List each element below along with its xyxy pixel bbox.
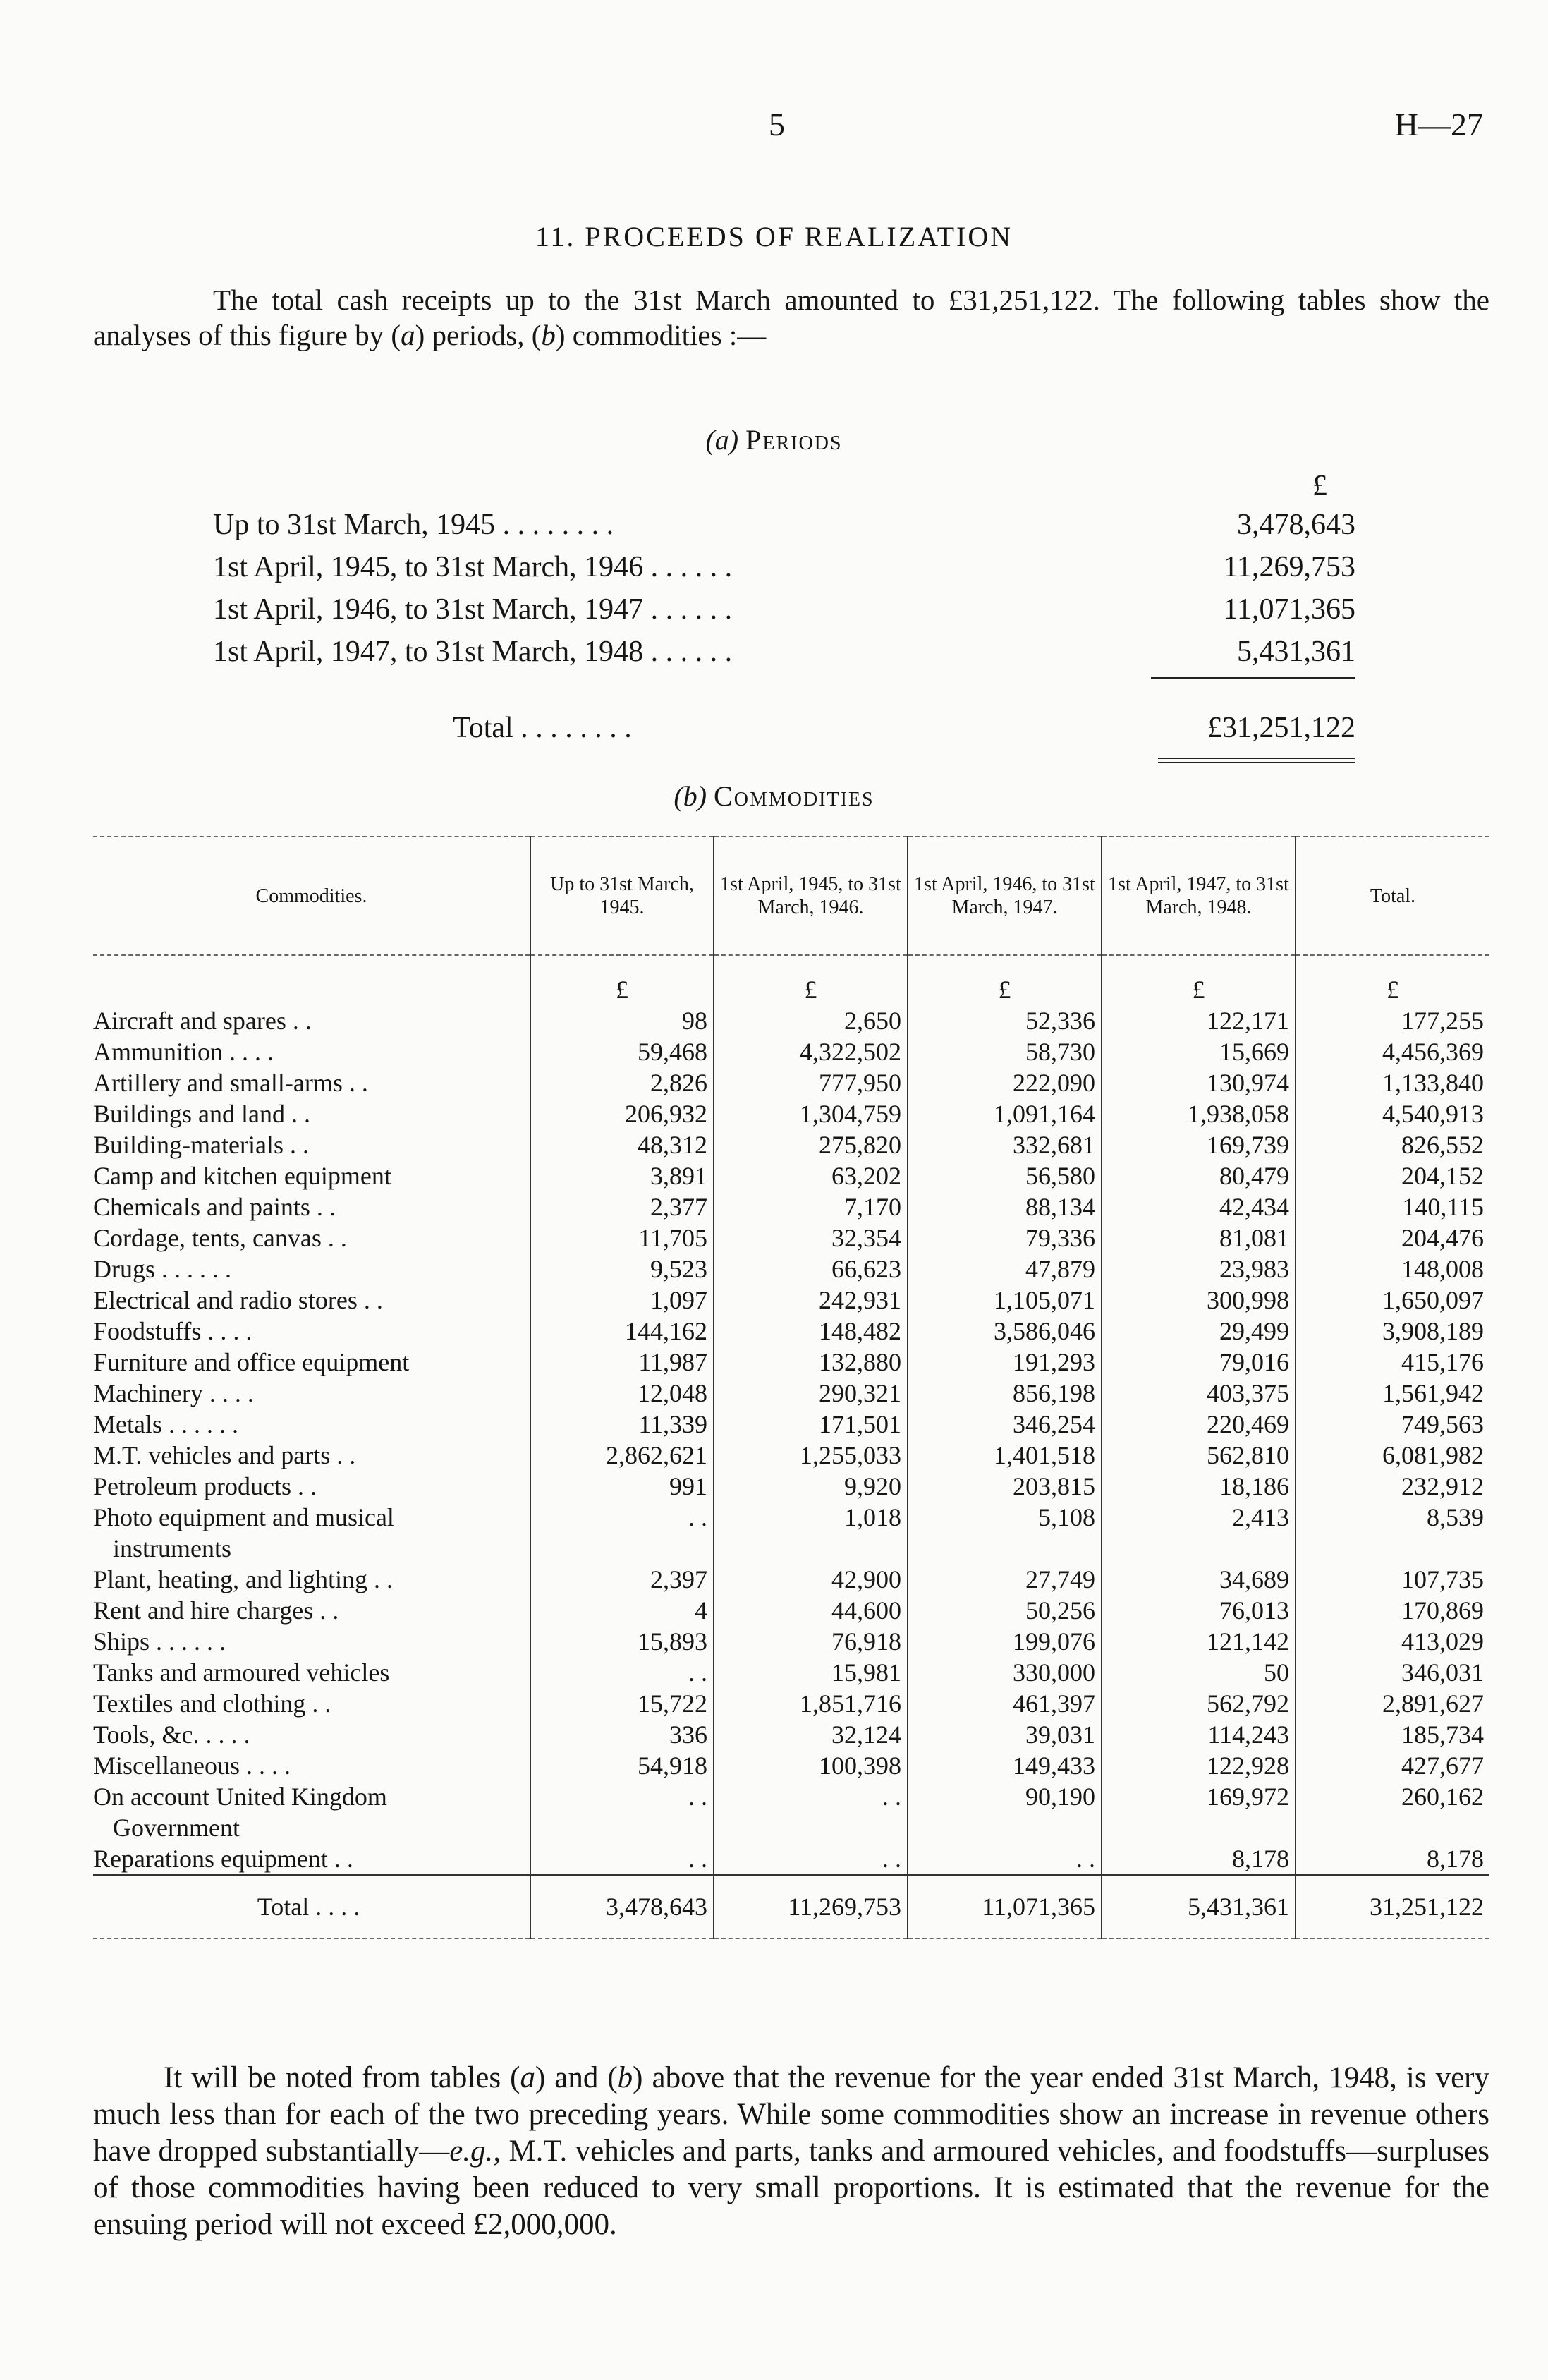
table-row: [93, 1688, 1489, 1719]
page-number: 5: [769, 107, 785, 142]
unit-cell: £: [530, 955, 714, 1005]
unit-cell: £: [908, 955, 1102, 1005]
total-cell: 11,071,365: [908, 1875, 1102, 1938]
value-cell: 2,891,627: [1296, 1688, 1489, 1719]
value-cell: 39,031: [908, 1719, 1102, 1750]
value-cell: 122,928: [1102, 1750, 1296, 1781]
commodity-name: On account United Kingdom: [93, 1783, 387, 1811]
table-row: [93, 1098, 1489, 1129]
value-cell: 461,397: [908, 1688, 1102, 1719]
value-cell: 413,029: [1296, 1626, 1489, 1657]
commodity-name: Photo equipment and musical: [93, 1503, 394, 1531]
commodity-name: Furniture and office equipment: [93, 1348, 410, 1376]
table-row: [93, 1129, 1489, 1160]
total-cell: 3,478,643: [530, 1875, 714, 1938]
periods-heading-text: Periods: [745, 424, 843, 456]
table-row: [93, 1191, 1489, 1222]
value-cell: 204,152: [1296, 1160, 1489, 1191]
section-title: 11. PROCEEDS OF REALIZATION: [535, 221, 1013, 253]
value-cell: 2,377: [530, 1191, 714, 1222]
commodity-name-cell: [93, 1657, 530, 1688]
closing-letter-a: a: [520, 2061, 535, 2094]
commodity-name: Miscellaneous . . . .: [93, 1751, 291, 1780]
commodity-name-continuation: Government: [113, 1814, 240, 1842]
periods-total-rule: [213, 753, 1355, 760]
value-cell: 79,336: [908, 1222, 1102, 1253]
value-cell: 749,563: [1296, 1409, 1489, 1440]
value-cell: 11,339: [530, 1409, 714, 1440]
column-header: 1st April, 1947, to 31st March, 1948.: [1102, 837, 1296, 955]
commodity-name: Plant, heating, and lighting . .: [93, 1565, 393, 1593]
intro-text: ) commodities :—: [555, 319, 767, 351]
value-cell: 48,312: [530, 1129, 714, 1160]
value-cell: 2,826: [530, 1067, 714, 1098]
value-cell: 1,255,033: [714, 1440, 908, 1471]
commodity-name: Cordage, tents, canvas . .: [93, 1224, 347, 1252]
value-cell: 3,586,046: [908, 1316, 1102, 1347]
value-cell: 50,256: [908, 1595, 1102, 1626]
value-cell: 330,000: [908, 1657, 1102, 1688]
value-cell: 76,013: [1102, 1595, 1296, 1626]
unit-cell: £: [714, 955, 908, 1005]
commodity-name-cell: [93, 1409, 530, 1440]
value-cell: 169,972: [1102, 1781, 1296, 1843]
table-row: [93, 1253, 1489, 1285]
intro-text: The total cash receipts up to the 31st March amounted to £31,251,122. The following tables show the analyses of this figure by (: [93, 284, 1489, 351]
table-row: [93, 1564, 1489, 1595]
value-cell: 1,304,759: [714, 1098, 908, 1129]
table-row: [93, 1222, 1489, 1253]
value-cell: 50: [1102, 1657, 1296, 1688]
commodity-name: Reparations equipment . .: [93, 1845, 353, 1873]
total-cell: 5,431,361: [1102, 1875, 1296, 1938]
value-cell: 76,918: [714, 1626, 908, 1657]
table-row: [93, 1378, 1489, 1409]
value-cell: 34,689: [1102, 1564, 1296, 1595]
value-cell: 15,669: [1102, 1036, 1296, 1067]
value-cell: 81,081: [1102, 1222, 1296, 1253]
closing-paragraph: [93, 2060, 1489, 2243]
periods-table: [213, 469, 1355, 760]
value-cell: 148,008: [1296, 1253, 1489, 1285]
value-cell: 140,115: [1296, 1191, 1489, 1222]
value-cell: 122,171: [1102, 1005, 1296, 1036]
closing-letter-b: b: [617, 2061, 633, 2094]
value-cell: 232,912: [1296, 1471, 1489, 1502]
unit-cell: £: [1296, 955, 1489, 1005]
value-cell: 1,018: [714, 1502, 908, 1564]
value-cell: 12,048: [530, 1378, 714, 1409]
value-cell: . .: [530, 1781, 714, 1843]
table-row: [93, 1595, 1489, 1626]
commodity-name-cell: [93, 1129, 530, 1160]
value-cell: 185,734: [1296, 1719, 1489, 1750]
period-value: 11,071,365: [1223, 593, 1355, 626]
commodity-name: Artillery and small-arms . .: [93, 1069, 368, 1097]
value-cell: . .: [530, 1657, 714, 1688]
value-cell: 1,938,058: [1102, 1098, 1296, 1129]
commodity-name-cell: [93, 1160, 530, 1191]
commodity-name-cell: [93, 1471, 530, 1502]
commodity-name-cell: [93, 1688, 530, 1719]
commodity-name: Rent and hire charges . .: [93, 1596, 339, 1625]
periods-row: [213, 593, 1355, 635]
unit-cell: [93, 955, 530, 1005]
closing-text: It will be noted from tables (: [164, 2061, 520, 2094]
commodity-name: Tools, &c. . . . .: [93, 1720, 250, 1749]
value-cell: 47,879: [908, 1253, 1102, 1285]
commodity-name: Metals . . . . . .: [93, 1410, 238, 1438]
value-cell: 4: [530, 1595, 714, 1626]
value-cell: 66,623: [714, 1253, 908, 1285]
period-label: 1st April, 1947, to 31st March, 1948 . . . . . .: [213, 636, 733, 668]
commodity-name-cell: [93, 1191, 530, 1222]
commodity-name: Ships . . . . . .: [93, 1627, 226, 1656]
commodity-name-cell: [93, 1005, 530, 1036]
commodity-name-continuation: instruments: [113, 1534, 231, 1562]
value-cell: 415,176: [1296, 1347, 1489, 1378]
value-cell: 52,336: [908, 1005, 1102, 1036]
commodity-name: Building-materials . .: [93, 1131, 309, 1159]
value-cell: 346,254: [908, 1409, 1102, 1440]
commodity-name: Foodstuffs . . . .: [93, 1317, 252, 1345]
value-cell: 27,749: [908, 1564, 1102, 1595]
total-label: Total . . . .: [93, 1875, 530, 1938]
periods-total-label: Total . . . . . . . .: [453, 712, 632, 744]
value-cell: 826,552: [1296, 1129, 1489, 1160]
column-header: 1st April, 1945, to 31st March, 1946.: [714, 837, 908, 955]
intro-letter-a: a: [401, 319, 415, 351]
value-cell: 203,815: [908, 1471, 1102, 1502]
table-row: [93, 1750, 1489, 1781]
value-cell: . .: [908, 1843, 1102, 1875]
periods-total-row: [213, 711, 1355, 753]
value-cell: 54,918: [530, 1750, 714, 1781]
value-cell: 260,162: [1296, 1781, 1489, 1843]
commodity-name-cell: [93, 1440, 530, 1471]
value-cell: 4,456,369: [1296, 1036, 1489, 1067]
commodities-table: [93, 836, 1489, 1939]
value-cell: 332,681: [908, 1129, 1102, 1160]
periods-heading: [0, 423, 1548, 456]
intro-text: ) periods, (: [415, 319, 542, 351]
value-cell: 346,031: [1296, 1657, 1489, 1688]
commodities-heading: [0, 779, 1548, 813]
value-cell: 2,862,621: [530, 1440, 714, 1471]
commodity-name-cell: [93, 1750, 530, 1781]
commodity-name-cell: [93, 1036, 530, 1067]
value-cell: 177,255: [1296, 1005, 1489, 1036]
commodity-name: Tanks and armoured vehicles: [93, 1658, 390, 1687]
commodity-name: Camp and kitchen equipment: [93, 1162, 391, 1190]
value-cell: 11,705: [530, 1222, 714, 1253]
value-cell: 275,820: [714, 1129, 908, 1160]
commodity-name-cell: [93, 1719, 530, 1750]
table-row: [93, 1409, 1489, 1440]
value-cell: 63,202: [714, 1160, 908, 1191]
value-cell: 58,730: [908, 1036, 1102, 1067]
value-cell: 130,974: [1102, 1067, 1296, 1098]
commodity-name-cell: [93, 1564, 530, 1595]
value-cell: 204,476: [1296, 1222, 1489, 1253]
period-value: 3,478,643: [1237, 509, 1355, 541]
value-cell: 29,499: [1102, 1316, 1296, 1347]
value-cell: 427,677: [1296, 1750, 1489, 1781]
commodities-heading-letter: (b): [674, 780, 707, 812]
value-cell: 222,090: [908, 1067, 1102, 1098]
closing-text: ) above that the revenue for the year ended 31st March, 1948, is very much less than for each of the two preceding years. While some commodities show an increase in revenue others have dropped substantially—: [93, 2061, 1489, 2168]
units-row: [93, 955, 1489, 1005]
value-cell: 403,375: [1102, 1378, 1296, 1409]
value-cell: 149,433: [908, 1750, 1102, 1781]
value-cell: 170,869: [1296, 1595, 1489, 1626]
value-cell: 1,133,840: [1296, 1067, 1489, 1098]
value-cell: 300,998: [1102, 1285, 1296, 1316]
value-cell: 206,932: [530, 1098, 714, 1129]
commodity-name-cell: [93, 1316, 530, 1347]
commodity-name: Chemicals and paints . .: [93, 1193, 336, 1221]
value-cell: 121,142: [1102, 1626, 1296, 1657]
commodity-name-cell: [93, 1067, 530, 1098]
commodity-name-cell: [93, 1502, 530, 1564]
value-cell: 171,501: [714, 1409, 908, 1440]
value-cell: 290,321: [714, 1378, 908, 1409]
value-cell: 15,722: [530, 1688, 714, 1719]
value-cell: 220,469: [1102, 1409, 1296, 1440]
value-cell: 1,561,942: [1296, 1378, 1489, 1409]
value-cell: . .: [714, 1843, 908, 1875]
value-cell: 42,900: [714, 1564, 908, 1595]
value-cell: . .: [530, 1843, 714, 1875]
total-cell: 31,251,122: [1296, 1875, 1489, 1938]
table-row: [93, 1285, 1489, 1316]
value-cell: 132,880: [714, 1347, 908, 1378]
value-cell: 144,162: [530, 1316, 714, 1347]
column-header: Commodities.: [93, 837, 530, 955]
value-cell: 4,540,913: [1296, 1098, 1489, 1129]
page-reference: H—27: [1394, 107, 1483, 142]
commodity-name-cell: [93, 1378, 530, 1409]
periods-subtotal-rule: [213, 677, 1355, 684]
table-row: [93, 1657, 1489, 1688]
commodity-name: Machinery . . . .: [93, 1379, 254, 1407]
table-row: [93, 1719, 1489, 1750]
value-cell: 8,539: [1296, 1502, 1489, 1564]
value-cell: 856,198: [908, 1378, 1102, 1409]
commodity-name: Ammunition . . . .: [93, 1038, 274, 1066]
value-cell: . .: [530, 1502, 714, 1564]
periods-total-value: £31,251,122: [1207, 712, 1355, 744]
value-cell: 199,076: [908, 1626, 1102, 1657]
periods-unit-row: [213, 469, 1355, 508]
value-cell: 80,479: [1102, 1160, 1296, 1191]
value-cell: 562,792: [1102, 1688, 1296, 1719]
value-cell: 562,810: [1102, 1440, 1296, 1471]
unit-cell: £: [1102, 955, 1296, 1005]
periods-row: [213, 635, 1355, 677]
periods-row: [213, 508, 1355, 550]
commodities-header-row: [93, 837, 1489, 955]
value-cell: 98: [530, 1005, 714, 1036]
commodity-name: Electrical and radio stores . .: [93, 1286, 383, 1314]
value-cell: 1,097: [530, 1285, 714, 1316]
value-cell: 9,523: [530, 1253, 714, 1285]
value-cell: 114,243: [1102, 1719, 1296, 1750]
value-cell: 242,931: [714, 1285, 908, 1316]
value-cell: 1,851,716: [714, 1688, 908, 1719]
value-cell: 88,134: [908, 1191, 1102, 1222]
value-cell: 1,091,164: [908, 1098, 1102, 1129]
commodity-name: Aircraft and spares . .: [93, 1007, 312, 1035]
periods-row: [213, 550, 1355, 593]
total-cell: 11,269,753: [714, 1875, 908, 1938]
periods-unit: £: [1312, 470, 1327, 502]
value-cell: 42,434: [1102, 1191, 1296, 1222]
commodity-name-cell: [93, 1253, 530, 1285]
table-row: [93, 1067, 1489, 1098]
table-row: [93, 1781, 1489, 1843]
commodity-name: Textiles and clothing . .: [93, 1689, 331, 1718]
value-cell: 3,908,189: [1296, 1316, 1489, 1347]
commodity-name: Petroleum products . .: [93, 1472, 317, 1500]
commodity-name: M.T. vehicles and parts . .: [93, 1441, 356, 1469]
value-cell: 1,401,518: [908, 1440, 1102, 1471]
period-label: 1st April, 1945, to 31st March, 1946 . . . . . .: [213, 551, 733, 583]
commodity-name-cell: [93, 1285, 530, 1316]
column-header: 1st April, 1946, to 31st March, 1947.: [908, 837, 1102, 955]
commodities-table-wrap: [93, 836, 1489, 1939]
table-row: [93, 1440, 1489, 1471]
table-row: [93, 1843, 1489, 1875]
commodity-name-cell: [93, 1098, 530, 1129]
value-cell: 23,983: [1102, 1253, 1296, 1285]
value-cell: 6,081,982: [1296, 1440, 1489, 1471]
value-cell: 11,987: [530, 1347, 714, 1378]
value-cell: 991: [530, 1471, 714, 1502]
commodities-total-row: [93, 1875, 1489, 1938]
value-cell: 90,190: [908, 1781, 1102, 1843]
period-label: 1st April, 1946, to 31st March, 1947 . . . . . .: [213, 593, 733, 626]
commodity-name-cell: [93, 1781, 530, 1843]
table-row: [93, 1005, 1489, 1036]
value-cell: 1,650,097: [1296, 1285, 1489, 1316]
table-row: [93, 1502, 1489, 1564]
commodity-name: Drugs . . . . . .: [93, 1255, 231, 1283]
value-cell: 79,016: [1102, 1347, 1296, 1378]
intro-letter-b: b: [541, 319, 556, 351]
closing-text: , M.T. vehicles and parts, tanks and armoured vehicles, and foodstuffs—surpluses of those commodities having been reduced to very small proportions. It is estimated that the revenue for the ensuing period will not exceed £2,000,000.: [93, 2135, 1489, 2241]
closing-eg: e.g.: [449, 2135, 494, 2168]
value-cell: 7,170: [714, 1191, 908, 1222]
value-cell: 191,293: [908, 1347, 1102, 1378]
value-cell: 169,739: [1102, 1129, 1296, 1160]
table-row: [93, 1347, 1489, 1378]
period-value: 11,269,753: [1223, 551, 1355, 583]
table-row: [93, 1160, 1489, 1191]
value-cell: 8,178: [1296, 1843, 1489, 1875]
value-cell: 1,105,071: [908, 1285, 1102, 1316]
commodity-name-cell: [93, 1843, 530, 1875]
value-cell: 100,398: [714, 1750, 908, 1781]
value-cell: 336: [530, 1719, 714, 1750]
intro-paragraph: [93, 282, 1489, 353]
commodities-body: [93, 955, 1489, 1875]
value-cell: 2,397: [530, 1564, 714, 1595]
period-label: Up to 31st March, 1945 . . . . . . . .: [213, 509, 614, 541]
value-cell: 4,322,502: [714, 1036, 908, 1067]
value-cell: 32,354: [714, 1222, 908, 1253]
value-cell: 148,482: [714, 1316, 908, 1347]
value-cell: 2,650: [714, 1005, 908, 1036]
value-cell: 15,893: [530, 1626, 714, 1657]
value-cell: 3,891: [530, 1160, 714, 1191]
value-cell: 59,468: [530, 1036, 714, 1067]
value-cell: 5,108: [908, 1502, 1102, 1564]
commodities-heading-text: Commodities: [714, 780, 874, 812]
commodity-name-cell: [93, 1595, 530, 1626]
period-value: 5,431,361: [1237, 636, 1355, 668]
value-cell: 32,124: [714, 1719, 908, 1750]
table-row: [93, 1316, 1489, 1347]
column-header: Total.: [1296, 837, 1489, 955]
value-cell: 2,413: [1102, 1502, 1296, 1564]
value-cell: 9,920: [714, 1471, 908, 1502]
value-cell: 107,735: [1296, 1564, 1489, 1595]
value-cell: 56,580: [908, 1160, 1102, 1191]
commodity-name-cell: [93, 1626, 530, 1657]
value-cell: 18,186: [1102, 1471, 1296, 1502]
column-header: Up to 31st March, 1945.: [530, 837, 714, 955]
commodity-name: Buildings and land . .: [93, 1100, 310, 1128]
table-row: [93, 1036, 1489, 1067]
table-row: [93, 1471, 1489, 1502]
value-cell: 8,178: [1102, 1843, 1296, 1875]
table-row: [93, 1626, 1489, 1657]
commodity-name-cell: [93, 1347, 530, 1378]
value-cell: 44,600: [714, 1595, 908, 1626]
value-cell: . .: [714, 1781, 908, 1843]
value-cell: 15,981: [714, 1657, 908, 1688]
periods-heading-letter: (a): [705, 424, 739, 456]
value-cell: 777,950: [714, 1067, 908, 1098]
closing-text: ) and (: [535, 2061, 618, 2094]
commodity-name-cell: [93, 1222, 530, 1253]
